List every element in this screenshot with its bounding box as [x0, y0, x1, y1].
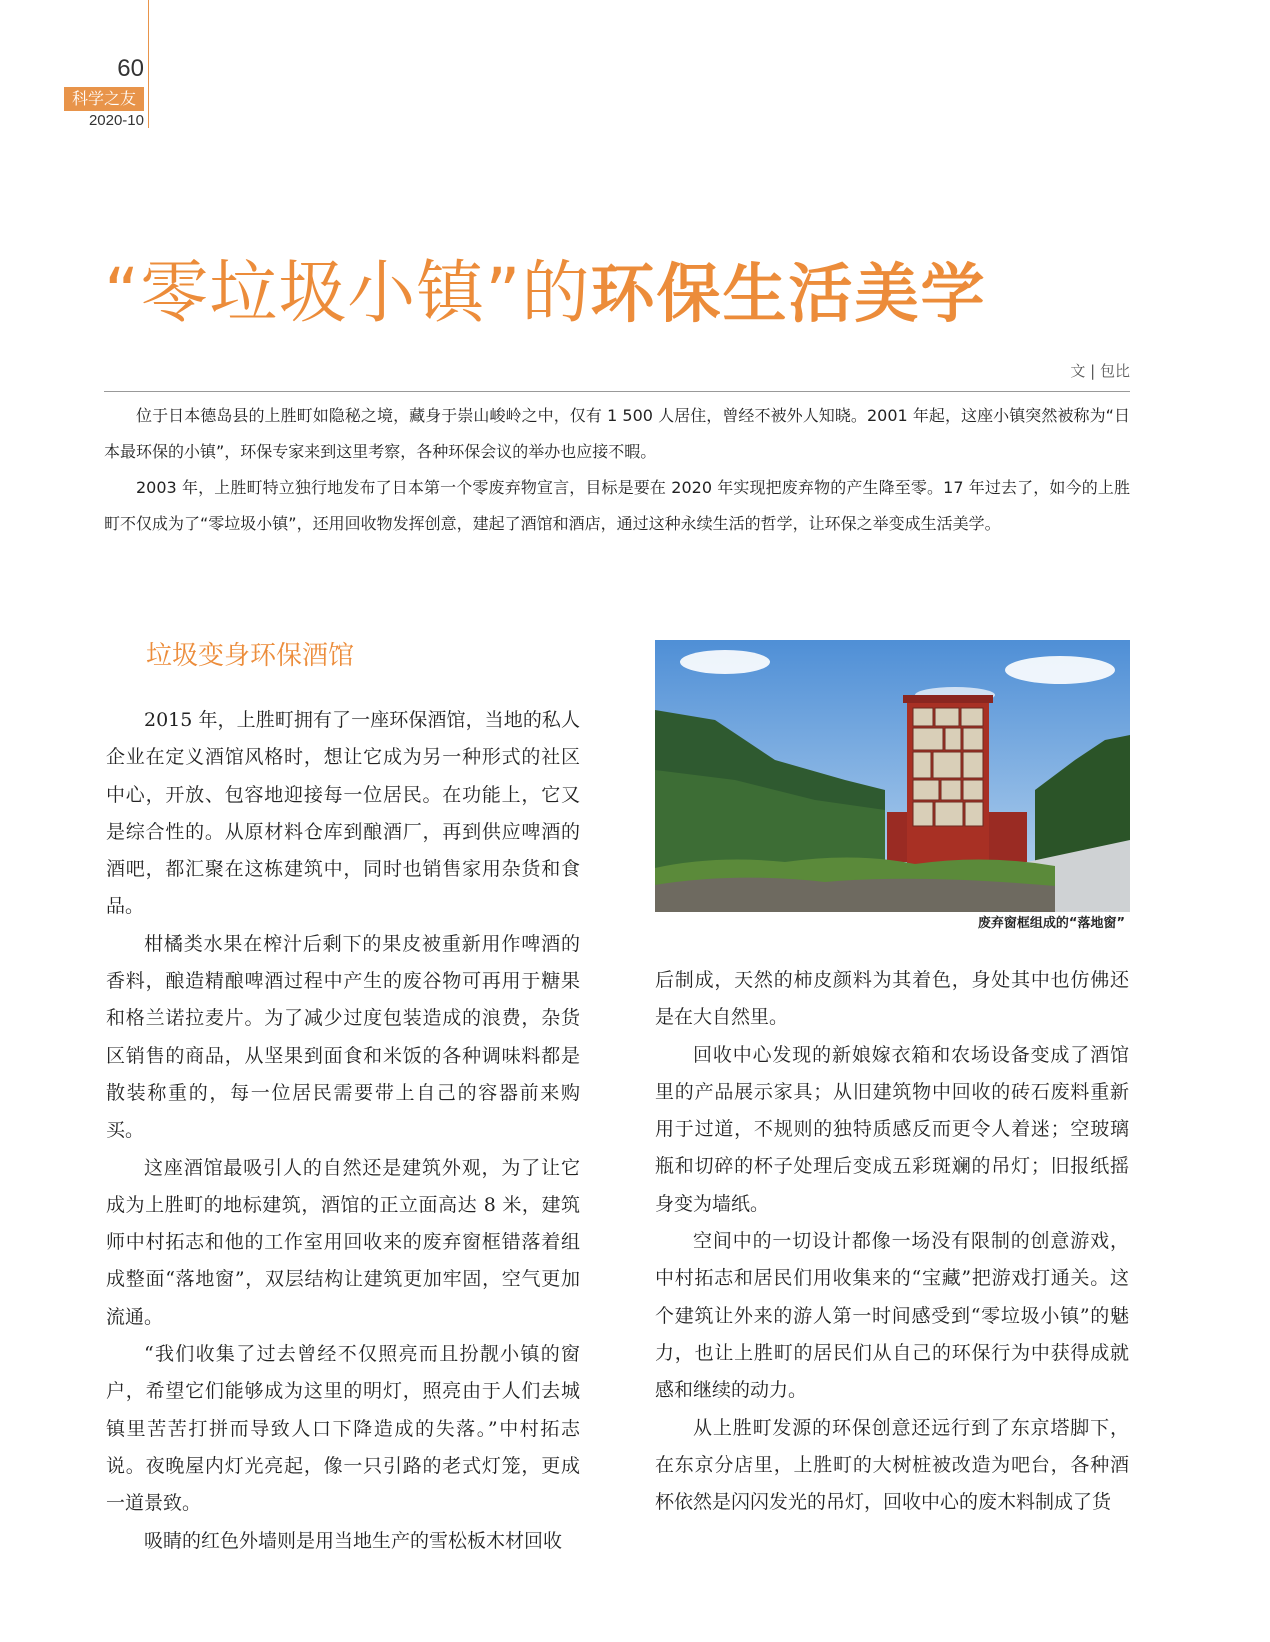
section-heading: 垃圾变身环保酒馆 — [146, 641, 355, 671]
magazine-name: 科学之友 — [64, 87, 144, 111]
left-column — [106, 702, 580, 1560]
body-paragraph: 这座酒馆最吸引人的自然还是建筑外观，为了让它成为上胜町的地标建筑，酒馆的正立面高达 8 米，建筑师中村拓志和他的工作室用回收来的废弃窗框错落着组成整面“落地窗”，双层结构让建筑更加牢固，空气更加流通。 — [106, 1156, 580, 1328]
article-title-bold: 环保生活美学 — [590, 258, 987, 332]
body-paragraph: 2015 年，上胜町拥有了一座环保酒馆，当地的私人企业在定义酒馆风格时，想让它成为另一种形式的社区中心，开放、包容地迎接每一位居民。在功能上，它又是综合性的。从原材料仓库到酿酒厂，再到供应啤酒的酒吧，都汇聚在这栋建筑中，同时也销售家用杂货和食品。 — [106, 709, 580, 918]
article-title-light: “零垃圾小镇”的 — [104, 254, 591, 333]
article-title — [104, 252, 986, 347]
intro-divider — [104, 391, 1130, 392]
author-byline: 文 | 包比 — [1070, 362, 1130, 380]
body-paragraph: 柑橘类水果在榨汁后剩下的果皮被重新用作啤酒的香料，酿造精酿啤酒过程中产生的废谷物可再用于糖果和格兰诺拉麦片。为了减少过度包装造成的浪费，杂货区销售的商品，从坚果到面食和米饭的各种调味料都是散装称重的，每一位居民需要带上自己的容器前来购买。 — [106, 932, 580, 1142]
intro-block — [104, 398, 1130, 542]
header-divider-line — [148, 0, 149, 128]
body-paragraph: 从上胜町发源的环保创意还远行到了东京塔脚下，在东京分店里，上胜町的大树桩被改造为吧台，各种酒杯依然是闪闪发光的吊灯，回收中心的废木料制成了货 — [655, 1416, 1129, 1514]
photo-caption: 废弃窗框组成的“落地窗” — [977, 916, 1125, 931]
body-paragraph: “我们收集了过去曾经不仅照亮而且扮靓小镇的窗户，希望它们能够成为这里的明灯，照亮由于人们去城镇里苦苦打拼而导致人口下降造成的失落。”中村拓志说。夜晚屋内灯光亮起，像一只引路的老式灯笼，更成一道景致。 — [106, 1343, 580, 1515]
body-paragraph: 回收中心发现的新娘嫁衣箱和农场设备变成了酒馆里的产品展示家具；从旧建筑物中回收的砖石废料重新用于过道，不规则的独特质感反而更令人着迷；空玻璃瓶和切碎的杯子处理后变成五彩斑斓的吊灯；旧报纸摇身变为墙纸。 — [655, 1043, 1129, 1215]
right-column — [655, 962, 1129, 1521]
intro-paragraph: 位于日本德岛县的上胜町如隐秘之境，藏身于崇山峻岭之中，仅有 1 500 人居住，曾经不被外人知晓。2001 年起，这座小镇突然被称为“日本最环保的小镇”，环保专家来到这里考察，各种环保会议的举办也应接不暇。 — [104, 406, 1130, 461]
issue-date: 2020-10 — [88, 112, 144, 129]
intro-paragraph: 2003 年，上胜町特立独行地发布了日本第一个零废弃物宣言，目标是要在 2020 年实现把废弃物的产生降至零。17 年过去了，如今的上胜町不仅成为了“零垃圾小镇”，还用回收物发挥创意，建起了酒馆和酒店，通过这种永续生活的哲学，让环保之举变成生活美学。 — [104, 478, 1130, 533]
building-photo — [655, 640, 1130, 912]
body-paragraph-continued: 后制成，天然的柿皮颜料为其着色，身处其中也仿佛还是在大自然里。 — [655, 969, 1129, 1029]
body-paragraph: 吸睛的红色外墙则是用当地生产的雪松板木材回收 — [144, 1529, 563, 1552]
body-paragraph: 空间中的一切设计都像一场没有限制的创意游戏，中村拓志和居民们用收集来的“宝藏”把游戏打通关。这个建筑让外来的游人第一时间感受到“零垃圾小镇”的魅力，也让上胜町的居民们从自己的环保行为中获得成就感和继续的动力。 — [655, 1230, 1129, 1402]
page-number: 60 — [117, 55, 144, 82]
